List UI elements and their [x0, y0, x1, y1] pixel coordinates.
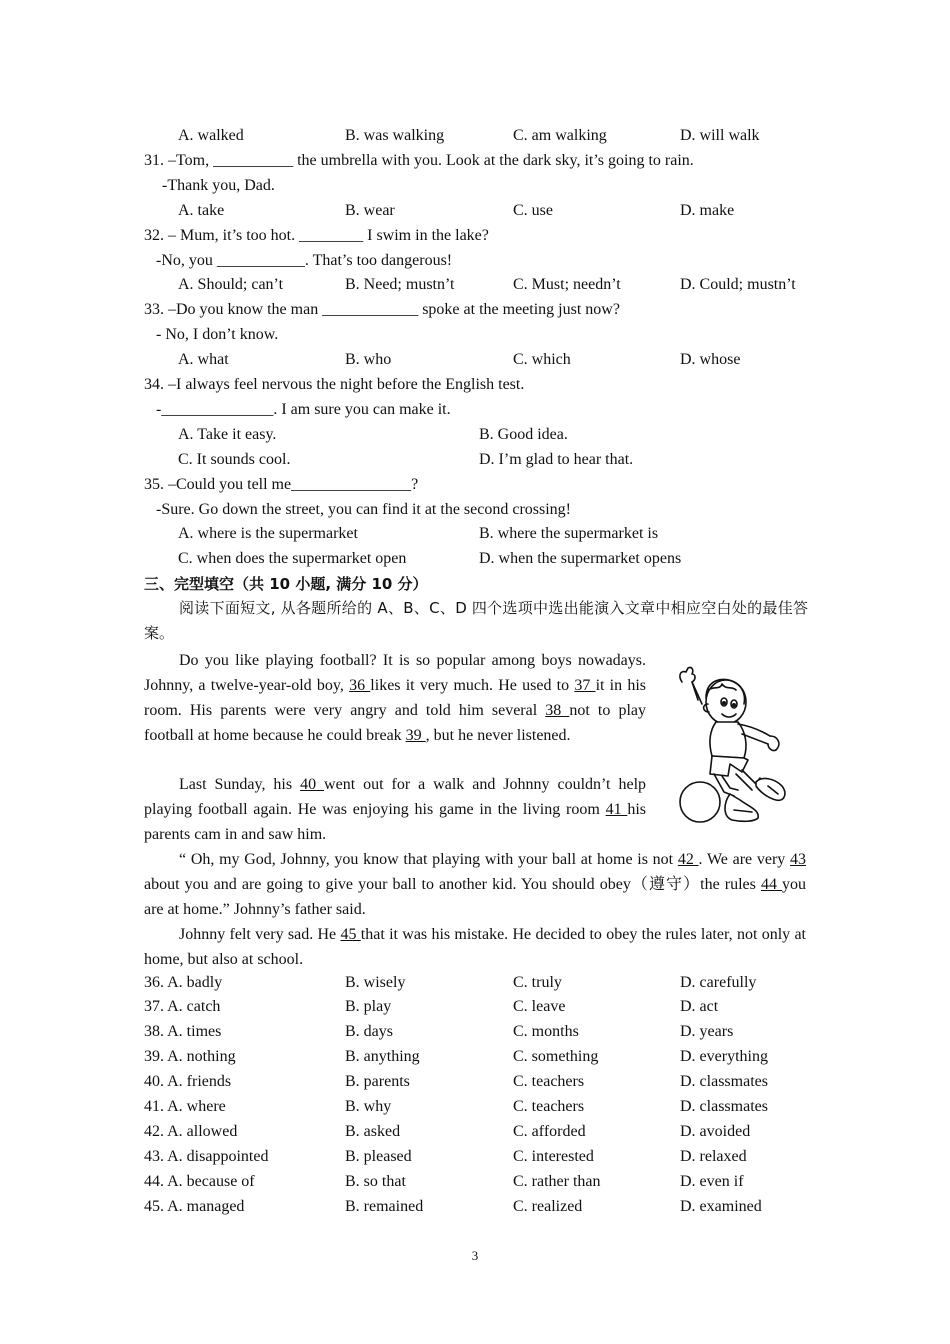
q30-option-a: A. walked	[178, 127, 244, 144]
q34-option-a: A. Take it easy.	[178, 426, 277, 443]
boy-playing-football-illustration	[672, 660, 802, 835]
q36-option-d: D. carefully	[680, 974, 757, 991]
q33-option-d: D. whose	[680, 351, 741, 368]
q31-reply: -Thank you, Dad.	[162, 177, 275, 194]
q38-option-b: B. days	[345, 1023, 393, 1040]
blank-38: 38	[545, 702, 570, 719]
q30-option-d: D. will walk	[680, 127, 760, 144]
q35-option-c: C. when does the supermarket open	[178, 550, 407, 567]
q32-option-b: B. Need; mustn’t	[345, 276, 455, 293]
blank-42: 42	[677, 851, 699, 868]
q42-option-c: C. afforded	[513, 1123, 586, 1140]
q33-option-b: B. who	[345, 351, 392, 368]
q38-option-d: D. years	[680, 1023, 734, 1040]
q40-option-b: B. parents	[345, 1073, 410, 1090]
q37-option-d: D. act	[680, 998, 719, 1015]
q35-stem: 35. –Could you tell me_______________?	[144, 476, 419, 493]
q35-option-b: B. where the supermarket is	[479, 525, 659, 542]
q31-stem: 31. –Tom, __________ the umbrella with you. Look at the dark sky, it’s going to rain.	[144, 152, 694, 169]
q33-stem: 33. –Do you know the man ____________ spoke at the meeting just now?	[144, 301, 620, 318]
q33-option-c: C. which	[513, 351, 571, 368]
q34-option-c: C. It sounds cool.	[178, 451, 291, 468]
q42-option-a: 42. A. allowed	[144, 1123, 238, 1140]
passage-paragraph-2: Last Sunday, his 40 went out for a walk and Johnny couldn’t help playing football again. He was enjoying his game in the living room 41 his parents cam in and saw him.	[144, 776, 647, 843]
passage-paragraph-3: “ Oh, my God, Johnny, you know that playing with your ball at home is not 42 . We are very 43 about you and are going to give your ball to another kid. You should obey（遵守）the rules 44 you are at home.” Johnny’s father said.	[144, 851, 807, 918]
q41-option-a: 41. A. where	[144, 1098, 226, 1115]
q35-option-a: A. where is the supermarket	[178, 525, 358, 542]
q44-option-c: C. rather than	[513, 1173, 601, 1190]
q31-option-a: A. take	[178, 202, 225, 219]
blank-41: 41	[605, 801, 628, 818]
q36-option-b: B. wisely	[345, 974, 406, 991]
q30-option-b: B. was walking	[345, 127, 445, 144]
q31-option-d: D. make	[680, 202, 735, 219]
blank-43: 43	[790, 851, 807, 868]
q32-option-a: A. Should; can’t	[178, 276, 284, 293]
q32-option-c: C. Must; needn’t	[513, 276, 621, 293]
blank-44: 44	[760, 876, 783, 893]
q36-option-a: 36. A. badly	[144, 974, 223, 991]
q45-option-b: B. remained	[345, 1198, 424, 1215]
page-number: 3	[471, 1248, 479, 1263]
q39-option-b: B. anything	[345, 1048, 420, 1065]
q44-option-d: D. even if	[680, 1173, 744, 1190]
q45-option-a: 45. A. managed	[144, 1198, 245, 1215]
q37-option-b: B. play	[345, 998, 392, 1015]
q43-option-a: 43. A. disappointed	[144, 1148, 269, 1165]
q40-option-c: C. teachers	[513, 1073, 585, 1090]
q40-option-d: D. classmates	[680, 1073, 768, 1090]
q43-option-b: B. pleased	[345, 1148, 412, 1165]
q39-option-d: D. everything	[680, 1048, 768, 1065]
q38-option-a: 38. A. times	[144, 1023, 222, 1040]
q36-option-c: C. truly	[513, 974, 562, 991]
q34-reply: -______________. I am sure you can make it.	[156, 401, 451, 418]
q35-reply: -Sure. Go down the street, you can find it at the second crossing!	[156, 501, 572, 518]
q37-option-a: 37. A. catch	[144, 998, 221, 1015]
q41-option-c: C. teachers	[513, 1098, 585, 1115]
q33-option-a: A. what	[178, 351, 229, 368]
q42-option-b: B. asked	[345, 1123, 401, 1140]
blank-45: 45	[340, 926, 361, 943]
q45-option-d: D. examined	[680, 1198, 762, 1215]
q34-stem: 34. –I always feel nervous the night before the English test.	[144, 376, 525, 393]
q45-option-c: C. realized	[513, 1198, 583, 1215]
q44-option-b: B. so that	[345, 1173, 406, 1190]
q43-option-c: C. interested	[513, 1148, 594, 1165]
q43-option-d: D. relaxed	[680, 1148, 747, 1165]
q41-option-b: B. why	[345, 1098, 392, 1115]
q40-option-a: 40. A. friends	[144, 1073, 232, 1090]
q37-option-c: C. leave	[513, 998, 566, 1015]
q32-option-d: D. Could; mustn’t	[680, 276, 796, 293]
q33-reply: - No, I don’t know.	[156, 326, 279, 343]
q44-option-a: 44. A. because of	[144, 1173, 255, 1190]
passage-paragraph-1: Do you like playing football? It is so popular among boys nowadays. Johnny, a twelve-year-old boy, 36 likes it very much. He used to 37 it in his room. His parents were very angry and told him several 38 not to play football at home because he could break 39 , but he never listened.	[144, 652, 647, 744]
blank-37: 37	[574, 677, 596, 694]
blank-36: 36	[349, 677, 371, 694]
q32-stem: 32. – Mum, it’s too hot. ________ I swim in the lake?	[144, 227, 489, 244]
q30-option-c: C. am walking	[513, 127, 607, 144]
q34-option-b: B. Good idea.	[479, 426, 568, 443]
section-instruction: 阅读下面短文, 从各题所给的 A、B、C、D 四个选项中选出能演入文章中相应空白处的最佳答案。	[144, 599, 808, 642]
section-title: 三、完型填空（共 10 小题, 满分 10 分）	[144, 575, 428, 593]
q31-option-c: C. use	[513, 202, 553, 219]
passage-paragraph-4: Johnny felt very sad. He 45 that it was his mistake. He decided to obey the rules later, not only at home, but also at school.	[144, 926, 807, 968]
q38-option-c: C. months	[513, 1023, 579, 1040]
q34-option-d: D. I’m glad to hear that.	[479, 451, 634, 468]
q32-reply: -No, you ___________. That’s too dangerous!	[156, 252, 453, 269]
blank-40: 40	[300, 776, 325, 793]
q39-option-a: 39. A. nothing	[144, 1048, 236, 1065]
blank-39: 39	[405, 727, 426, 744]
q42-option-d: D. avoided	[680, 1123, 751, 1140]
q31-option-b: B. wear	[345, 202, 395, 219]
q39-option-c: C. something	[513, 1048, 599, 1065]
q41-option-d: D. classmates	[680, 1098, 768, 1115]
q35-option-d: D. when the supermarket opens	[479, 550, 682, 567]
